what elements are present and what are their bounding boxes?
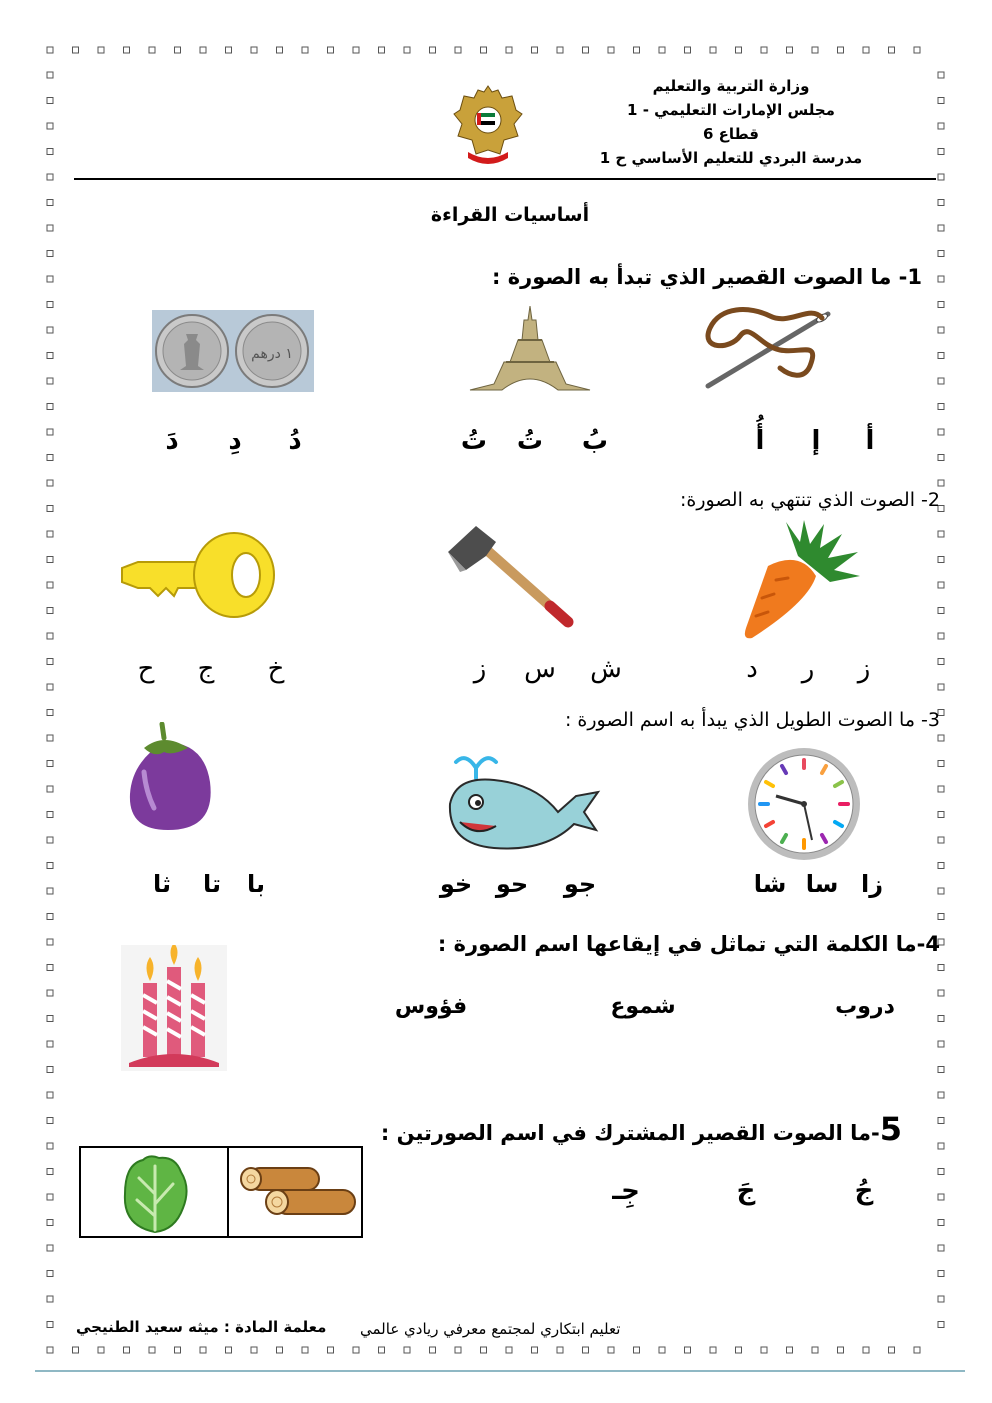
- border-dot: [175, 47, 181, 53]
- border-dot: [47, 863, 53, 869]
- question-3-text: 3- ما الصوت الطويل الذي يبدأ به اسم الصورة :: [564, 709, 940, 731]
- border-dot: [47, 1322, 53, 1328]
- border-dot: [124, 47, 130, 53]
- q2-option[interactable]: ز: [857, 654, 871, 684]
- q2-option[interactable]: ش: [590, 654, 622, 684]
- border-dot: [47, 353, 53, 359]
- border-dot: [812, 1347, 818, 1353]
- border-dot: [938, 1118, 944, 1124]
- border-dot: [149, 47, 155, 53]
- border-dot: [659, 1347, 665, 1353]
- eggplant-image: [124, 722, 216, 834]
- question-5-text: [381, 1110, 902, 1148]
- border-dot: [557, 47, 563, 53]
- question-1-text: 1- ما الصوت القصير الذي تبدأ به الصورة :: [492, 265, 922, 289]
- border-dot: [938, 149, 944, 155]
- border-dot: [938, 302, 944, 308]
- border-dot: [251, 47, 257, 53]
- border-dot: [938, 404, 944, 410]
- teacher-name: معلمة المادة : ميثه سعيد الطنيجي: [76, 1318, 327, 1336]
- lettuce-image: [119, 1154, 191, 1234]
- border-dot: [47, 480, 53, 486]
- border-dot: [47, 659, 53, 665]
- border-dot: [634, 47, 640, 53]
- border-dot: [379, 1347, 385, 1353]
- q1-option[interactable]: تُ: [516, 426, 544, 456]
- frame-divider: [227, 1148, 229, 1236]
- border-dot: [98, 47, 104, 53]
- q2-option[interactable]: س: [524, 654, 556, 684]
- border-dot: [277, 47, 283, 53]
- border-dot: [73, 47, 79, 53]
- q2-option[interactable]: ج: [197, 654, 215, 684]
- border-dot: [47, 302, 53, 308]
- border-dot: [938, 353, 944, 359]
- border-dot: [938, 684, 944, 690]
- border-dot: [812, 47, 818, 53]
- border-dot: [47, 888, 53, 894]
- sector-name: قطاع 6: [703, 125, 759, 143]
- border-dot: [761, 47, 767, 53]
- border-dot: [47, 123, 53, 129]
- border-dot: [47, 633, 53, 639]
- border-dot: [938, 786, 944, 792]
- border-dot: [938, 123, 944, 129]
- border-dot: [914, 47, 920, 53]
- border-dot: [938, 174, 944, 180]
- border-dot: [430, 1347, 436, 1353]
- border-dot: [47, 1016, 53, 1022]
- border-dot: [47, 1118, 53, 1124]
- border-dot: [938, 378, 944, 384]
- border-dot: [47, 506, 53, 512]
- q3-option[interactable]: شا: [753, 870, 787, 898]
- border-dot: [149, 1347, 155, 1353]
- border-dot: [47, 761, 53, 767]
- border-dot: [47, 1271, 53, 1277]
- border-dot: [47, 1245, 53, 1251]
- border-dot: [938, 200, 944, 206]
- border-dot: [938, 990, 944, 996]
- border-dot: [200, 47, 206, 53]
- border-dot: [481, 1347, 487, 1353]
- border-dot: [47, 455, 53, 461]
- q2-option[interactable]: د: [746, 654, 758, 684]
- eiffel-tower-image: [466, 306, 594, 392]
- coins-image: [152, 310, 314, 392]
- border-dot: [938, 1016, 944, 1022]
- border-dot: [47, 1194, 53, 1200]
- q3-option[interactable]: زا: [860, 870, 884, 898]
- page-title: أساسيات القراءة: [430, 204, 590, 226]
- border-dot: [47, 47, 53, 53]
- q2-option[interactable]: خ: [267, 654, 285, 684]
- border-dot: [938, 659, 944, 665]
- school-motto: تعليم ابتكاري لمجتمع معرفي ريادي عالمي: [360, 1320, 621, 1338]
- border-dot: [353, 1347, 359, 1353]
- border-dot: [353, 47, 359, 53]
- border-dot: [838, 1347, 844, 1353]
- q3-option[interactable]: با: [246, 870, 266, 898]
- uae-emblem-icon: [452, 80, 524, 168]
- border-dot: [47, 378, 53, 384]
- border-dot: [659, 47, 665, 53]
- border-dot: [328, 47, 334, 53]
- border-dot: [938, 251, 944, 257]
- border-dot: [455, 1347, 461, 1353]
- border-dot: [938, 1245, 944, 1251]
- border-dot: [736, 47, 742, 53]
- border-dot: [124, 1347, 130, 1353]
- border-dot: [404, 47, 410, 53]
- border-dot: [47, 1169, 53, 1175]
- q1-option[interactable]: بُ: [581, 426, 609, 456]
- border-dot: [938, 761, 944, 767]
- border-dot: [938, 1143, 944, 1149]
- border-dot: [47, 990, 53, 996]
- border-dot: [47, 735, 53, 741]
- axe-image: [446, 526, 578, 630]
- border-dot: [47, 200, 53, 206]
- border-dot: [863, 47, 869, 53]
- border-dot: [251, 1347, 257, 1353]
- coin-label: ١ درهم: [251, 346, 293, 362]
- q5-option[interactable]: جِـ: [612, 1176, 640, 1206]
- border-dot: [47, 786, 53, 792]
- border-dot: [583, 1347, 589, 1353]
- border-dot: [47, 1143, 53, 1149]
- border-dot: [938, 608, 944, 614]
- bottom-divider: [35, 1370, 965, 1372]
- q1-option[interactable]: أُ: [755, 426, 765, 456]
- border-dot: [938, 1220, 944, 1226]
- border-dot: [430, 47, 436, 53]
- q3-option[interactable]: جو: [563, 870, 597, 898]
- school-name: مدرسة البردي للتعليم الأساسي ح 1: [599, 149, 863, 167]
- q1-option[interactable]: إ: [811, 426, 821, 456]
- logs-image: [235, 1162, 359, 1224]
- q5-picture-frame: [79, 1146, 363, 1238]
- ministry-name: وزارة التربية والتعليم: [652, 77, 810, 95]
- border-dot: [938, 837, 944, 843]
- border-dot: [787, 47, 793, 53]
- border-dot: [47, 251, 53, 257]
- border-dot: [938, 557, 944, 563]
- border-dot: [226, 47, 232, 53]
- q1-option[interactable]: أ: [865, 426, 875, 456]
- border-dot: [47, 174, 53, 180]
- q2-option[interactable]: ز: [473, 654, 487, 684]
- q5-option[interactable]: جَ: [736, 1176, 756, 1206]
- border-dot: [938, 225, 944, 231]
- q4-word-option[interactable]: فؤوس: [394, 994, 468, 1019]
- border-dot: [47, 939, 53, 945]
- whale-image: [446, 748, 602, 856]
- border-dot: [938, 863, 944, 869]
- border-dot: [938, 429, 944, 435]
- border-dot: [47, 684, 53, 690]
- border-dot: [914, 1347, 920, 1353]
- q1-option[interactable]: تُ: [460, 426, 488, 456]
- question-4-text: 4-ما الكلمة التي تماثل في إيقاعها اسم الصورة :: [437, 932, 940, 956]
- border-dot: [47, 327, 53, 333]
- border-dot: [938, 1067, 944, 1073]
- border-dot: [938, 1322, 944, 1328]
- border-dot: [47, 429, 53, 435]
- border-dot: [938, 72, 944, 78]
- border-dot: [302, 1347, 308, 1353]
- q5-option[interactable]: جُ: [854, 1176, 874, 1206]
- border-dot: [302, 47, 308, 53]
- border-dot: [47, 710, 53, 716]
- border-dot: [47, 225, 53, 231]
- border-dot: [47, 837, 53, 843]
- q2-option[interactable]: ح: [137, 654, 155, 684]
- border-dot: [47, 582, 53, 588]
- border-dot: [47, 1220, 53, 1226]
- border-dot: [634, 1347, 640, 1353]
- q1-option[interactable]: دَ: [165, 426, 179, 456]
- border-dot: [47, 965, 53, 971]
- border-dot: [710, 47, 716, 53]
- border-dot: [787, 1347, 793, 1353]
- border-dot: [47, 1296, 53, 1302]
- border-dot: [47, 72, 53, 78]
- border-dot: [938, 1041, 944, 1047]
- border-dot: [277, 1347, 283, 1353]
- border-dot: [175, 1347, 181, 1353]
- border-dot: [938, 965, 944, 971]
- border-dot: [938, 1092, 944, 1098]
- border-dot: [938, 633, 944, 639]
- border-dot: [481, 47, 487, 53]
- border-dot: [889, 1347, 895, 1353]
- border-dot: [583, 47, 589, 53]
- needle-thread-image: [700, 306, 840, 390]
- border-dot: [938, 735, 944, 741]
- border-dot: [47, 149, 53, 155]
- border-dot: [938, 98, 944, 104]
- border-dot: [685, 1347, 691, 1353]
- q3-option[interactable]: سا: [805, 870, 839, 898]
- border-dot: [938, 812, 944, 818]
- border-dot: [736, 1347, 742, 1353]
- border-dot: [328, 1347, 334, 1353]
- border-dot: [47, 1067, 53, 1073]
- question-5-number: 5: [879, 1110, 902, 1148]
- header-divider: [74, 178, 936, 180]
- q3-option[interactable]: حو: [495, 870, 529, 898]
- border-dot: [98, 1347, 104, 1353]
- q1-option[interactable]: دُ: [288, 426, 302, 456]
- border-dot: [47, 1347, 53, 1353]
- border-dot: [938, 1169, 944, 1175]
- border-dot: [532, 47, 538, 53]
- q4-word-option[interactable]: دروب: [835, 994, 895, 1019]
- border-dot: [938, 888, 944, 894]
- border-dot: [532, 1347, 538, 1353]
- border-dot: [761, 1347, 767, 1353]
- border-dot: [47, 1041, 53, 1047]
- candles-image: [121, 945, 227, 1071]
- border-dot: [685, 47, 691, 53]
- border-dot: [47, 531, 53, 537]
- border-dot: [938, 1194, 944, 1200]
- border-dot: [47, 914, 53, 920]
- border-dot: [506, 47, 512, 53]
- key-image: [118, 530, 278, 622]
- border-dot: [838, 47, 844, 53]
- q3-option[interactable]: ثا: [152, 870, 172, 898]
- border-dot: [506, 1347, 512, 1353]
- border-dot: [938, 1296, 944, 1302]
- school-header: [566, 74, 896, 170]
- q3-option[interactable]: تا: [202, 870, 222, 898]
- border-dot: [938, 480, 944, 486]
- border-dot: [889, 47, 895, 53]
- border-dot: [73, 1347, 79, 1353]
- border-dot: [455, 47, 461, 53]
- border-dot: [47, 276, 53, 282]
- q1-option[interactable]: دِ: [228, 426, 242, 456]
- q4-word-option[interactable]: شموع: [610, 994, 676, 1019]
- border-dot: [404, 1347, 410, 1353]
- border-dot: [47, 812, 53, 818]
- border-dot: [226, 1347, 232, 1353]
- question-2-text: 2- الصوت الذي تنتهي به الصورة:: [679, 489, 940, 511]
- border-dot: [938, 1271, 944, 1277]
- q2-option[interactable]: ر: [801, 654, 815, 684]
- question-5-label: -ما الصوت القصير المشترك في اسم الصورتين :: [380, 1121, 880, 1145]
- clock-image: [746, 746, 862, 862]
- border-dot: [557, 1347, 563, 1353]
- border-dot: [938, 327, 944, 333]
- border-dot: [863, 1347, 869, 1353]
- council-name: مجلس الإمارات التعليمي - 1: [627, 101, 835, 119]
- border-dot: [47, 404, 53, 410]
- carrot-image: [738, 518, 864, 642]
- border-dot: [47, 608, 53, 614]
- q3-option[interactable]: خو: [439, 870, 473, 898]
- border-dot: [608, 47, 614, 53]
- border-dot: [379, 47, 385, 53]
- border-dot: [938, 276, 944, 282]
- border-dot: [710, 1347, 716, 1353]
- border-dot: [47, 1092, 53, 1098]
- border-dot: [200, 1347, 206, 1353]
- border-dot: [608, 1347, 614, 1353]
- border-dot: [938, 914, 944, 920]
- border-dot: [938, 531, 944, 537]
- border-dot: [47, 557, 53, 563]
- border-dot: [938, 582, 944, 588]
- border-dot: [47, 98, 53, 104]
- border-dot: [938, 455, 944, 461]
